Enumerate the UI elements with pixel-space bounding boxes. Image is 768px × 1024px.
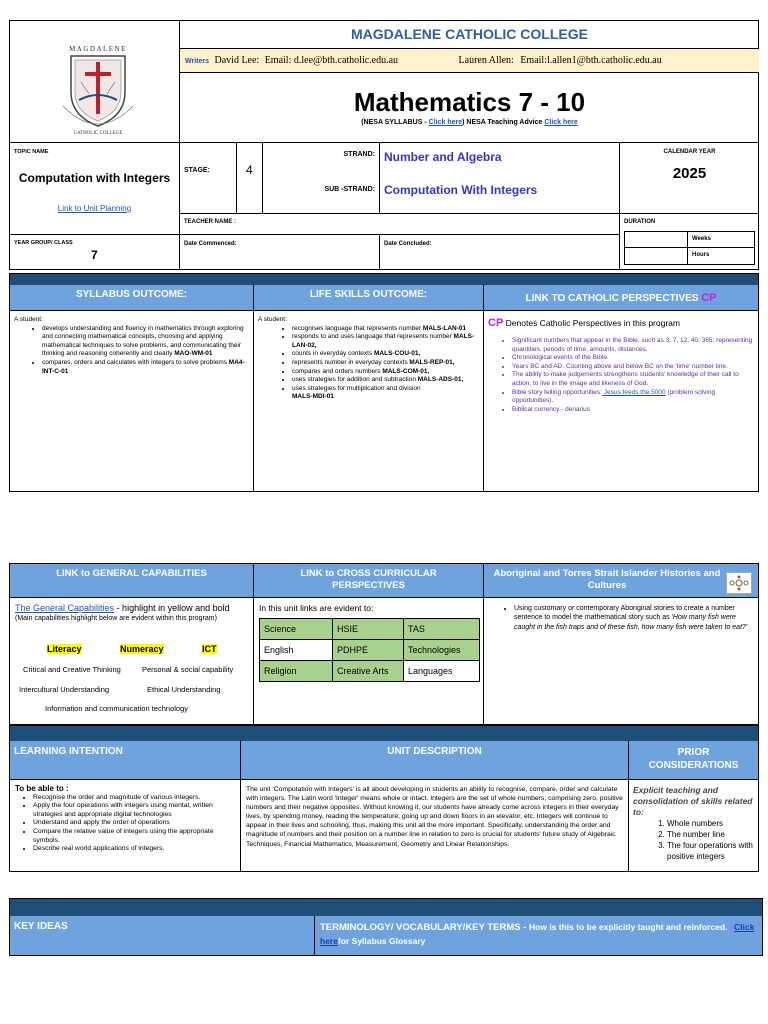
prior-considerations-title: PRIOR CONSIDERATIONS: [648, 747, 739, 771]
syllabus-item-text: develops understanding and fluency in mathematics through exploring and connecting mathematical concepts, choosing and applying mathematical techniques to solve problems, and communicating their thinking and reasoning coherently and clearly: [42, 324, 244, 358]
life-item-code: MALS-COU-01,: [374, 350, 421, 358]
pc-list: [633, 818, 756, 862]
li-item: • Recognise the order and magnitude of various integers.: [33, 794, 236, 803]
cp-item-bible: [512, 389, 754, 406]
cc-creative-arts: Creative Arts: [333, 661, 404, 682]
writer2-email: Email:l.allen1@bth.catholic.edu.au: [520, 55, 662, 66]
li-item: • Apply the four operations with integers using mental, written strategies and appropriate digital technologies: [33, 802, 236, 819]
cp-denotes-line: [488, 317, 754, 329]
life-item: [292, 385, 479, 402]
duration-label: DURATION: [624, 219, 656, 225]
weeks-value-box[interactable]: [624, 231, 688, 248]
syllabus-list: [14, 325, 249, 377]
cp-denotes: Denotes Catholic Perspectives in this program: [505, 318, 680, 328]
aboriginal-title: Aboriginal and Torres Strait Islander Histories and Cultures: [493, 568, 721, 591]
college-name: MAGDALENE CATHOLIC COLLEGE: [351, 26, 588, 42]
hours-label: Hours: [692, 252, 710, 258]
concluded-label: Date Concluded:: [384, 241, 432, 247]
aboriginal-text: Using customary or contemporary Aboriginal stories to create a number sentence to model the mathematical story such as: [514, 605, 735, 622]
cp-item: • The ability to make judgements strengthens students' knowledge of their call to action, to live in the image and likeness of God.: [512, 371, 754, 388]
syllabus-item-code: MAO-WM-01: [174, 350, 213, 358]
teacher-cell: [180, 214, 620, 235]
cc-row: [260, 619, 480, 640]
jesus-feeds-link[interactable]: Jesus feeds the 5000: [601, 388, 666, 396]
syllabus-intro: A student:: [14, 316, 43, 323]
unit-planning-link[interactable]: Link to Unit Planning: [57, 204, 132, 213]
life-item-text: recognises language that represents number: [292, 324, 423, 332]
cc-row: [260, 640, 480, 661]
svg-text:CATHOLIC COLLEGE: CATHOLIC COLLEGE: [73, 131, 123, 136]
nesa-syllabus-link[interactable]: Click here: [428, 119, 463, 126]
life-item-text: responds to and uses language that represents number: [292, 333, 454, 341]
aboriginal-body: [484, 598, 758, 724]
cp-item: • Biblical currency - denarius: [512, 406, 754, 415]
syllabus-item: [42, 359, 249, 376]
college-name-row: [180, 20, 759, 49]
life-item-code: MALS-ADS-01,: [417, 376, 464, 384]
ict-full-tag: Information and communication technology: [45, 704, 188, 713]
catholic-perspectives-body: [484, 311, 758, 491]
cross-curricular-body: [254, 598, 484, 724]
nesa-prefix: (NESA SYLLABUS -: [361, 119, 429, 126]
cp-item: • Chronological events of the Bible.: [512, 354, 754, 363]
literacy-tag: Literacy: [47, 644, 82, 654]
life-intro: A student:: [258, 316, 287, 323]
life-skills-title: LIFE SKILLS OUTCOME:: [309, 289, 428, 300]
gc-heading-rest: - highlight in yellow and bold: [114, 603, 230, 613]
unit-description-header: [241, 741, 629, 780]
life-item-text: represents number in everyday contexts: [292, 358, 410, 366]
life-item-code: MALS-MDI-01: [292, 393, 334, 401]
life-skills-body: [254, 311, 484, 491]
nesa-teaching-link[interactable]: Click here: [544, 119, 578, 126]
cross-curricular-header: [254, 564, 484, 598]
catholic-perspectives-header: [484, 285, 758, 311]
general-capabilities-link[interactable]: The General Capabilities: [15, 603, 115, 613]
cp-item: • Years BC and AD. Counting above and below BC on the 'time' number line.: [512, 363, 754, 372]
topic-cell: [9, 143, 180, 235]
life-item-code: MALS-LAN-01: [422, 324, 467, 332]
syllabus-item: [42, 325, 249, 359]
general-capabilities-header: [10, 564, 254, 598]
stage-label-cell: [180, 143, 237, 214]
prior-considerations-body: [629, 780, 758, 871]
life-item-text: uses strategies for addition and subtraction: [292, 376, 418, 384]
aboriginal-list: [488, 604, 752, 632]
unit-description-body: [241, 780, 629, 871]
concluded-cell: [380, 235, 620, 270]
life-item-text: compares and orders numbers: [292, 367, 383, 375]
life-item-code: MALS-LAN-02,: [292, 333, 475, 349]
terminology-header: [315, 916, 762, 955]
writer1-email: Email: d.lee@bth.catholic.edu.au: [264, 55, 399, 66]
substrand-label: SUB -STRAND:: [324, 186, 375, 193]
life-item: [292, 325, 479, 334]
duration-cell: [620, 214, 759, 270]
gc-note: (Main capabilities highlight below are evident within this program): [15, 615, 217, 622]
life-item-text: uses strategies for multiplication and division: [292, 384, 421, 392]
personal-social-tag: Personal & social capability: [142, 665, 234, 674]
life-item: [292, 376, 479, 385]
life-item-code: MALS-REP-01,: [409, 358, 455, 366]
stage-value: 4: [246, 163, 253, 177]
pc-intro: Explicit teaching and consolidation of skills related to:: [633, 785, 753, 817]
teacher-label: TEACHER NAME :: [184, 219, 236, 225]
cross-curricular-title: LINK to CROSS CURRICULAR PERSPECTIVES: [300, 568, 437, 591]
year-cell: [9, 235, 180, 270]
intercultural-tag: Intercultural Understanding: [19, 685, 110, 694]
cp-bible-suffix: (problem solving opportunities).: [512, 388, 716, 405]
aboriginal-symbol-icon: [726, 572, 752, 594]
outcomes-top-bar: [10, 274, 758, 285]
cc-science: Science: [260, 619, 333, 640]
cc-technologies: Technologies: [404, 640, 480, 661]
title-row: [180, 73, 759, 143]
terminology-title: TERMINOLOGY/ VOCABULARY/KEY TERMS -: [320, 922, 530, 933]
commenced-label: Date Commenced:: [184, 241, 237, 247]
li-item: • Understand and apply the order of operations: [33, 819, 236, 828]
numeracy-tag: Numeracy: [120, 644, 164, 654]
learning-intention-header: [10, 741, 241, 780]
topic-label: TOPIC NAME: [14, 149, 49, 155]
cp-item: • Significant numbers that appear in the Bible, such as 3, 7, 12, 40, 365; representing quantities, periods of time, amounts, distances.: [512, 337, 754, 354]
life-list: [258, 325, 479, 402]
cc-hsie: HSIE: [333, 619, 404, 640]
hours-value-box[interactable]: [624, 248, 688, 265]
learning-intention-body: [10, 780, 241, 871]
cross-curricular-table: [259, 618, 480, 682]
syllabus-outcome-header: [10, 285, 254, 311]
logo-cell: [9, 20, 180, 143]
unit-description-text: The unit 'Computation with Integers' is all about developing in students an ability to recognise, compare, order and calculate with integers. The Latin word 'Integer' means whole or intact. Integers are the set of whole numbers, comprising zero, positive numbers and their negative opposites. Without knowing it, our students have already come across integers in their everyday lives, by spending money, reading the temperature, going up and down floors in an elevator, etc. Integers will continue to appear in their lives and schooling, thus, making this unit all the more important. Specifically, understanding the order and magnitude of numbers and their position on a number line in relation to zero is crucial for students' future study of Algebraic Techniques, Financial Mathematics, Measurement, Geometry and Linear Relationships.: [246, 786, 623, 848]
key-ideas-title: KEY IDEAS: [14, 921, 68, 932]
ict-tag: ICT: [202, 644, 217, 654]
catholic-perspectives-title: LINK TO CATHOLIC PERSPECTIVES: [525, 293, 699, 304]
life-skills-header: [254, 285, 484, 311]
cc-pdhpe: PDHPE: [333, 640, 404, 661]
life-item: [292, 333, 479, 350]
syllabus-item-text: compares, orders and calculates with integers to solve problems: [42, 358, 229, 366]
commenced-cell: [180, 235, 380, 270]
pc-item: 3. The four operations with positive integers: [667, 840, 756, 862]
aboriginal-quote: 'How many fish were caught in the fish traps and of these fish, how many fish were taken to eat?': [514, 614, 748, 631]
glossary-link[interactable]: Click here: [320, 922, 755, 946]
strand-value-cell: [380, 143, 620, 214]
aboriginal-item: [514, 604, 752, 632]
key-ideas-header: [10, 916, 315, 955]
unit-description-title: UNIT DESCRIPTION: [387, 746, 482, 757]
strand-value: Number and Algebra: [384, 150, 502, 164]
learning-intention-title: LEARNING INTENTION: [14, 746, 123, 757]
year-value: 7: [91, 248, 98, 262]
prior-considerations-header: [629, 741, 758, 780]
hours-label-box: [688, 248, 755, 265]
strand-label: STRAND:: [343, 151, 375, 158]
terminology-subtitle: How is this to be explicitly taught and reinforced.: [529, 922, 728, 932]
li-list: [15, 794, 236, 854]
college-crest-logo: [53, 42, 143, 138]
ethical-tag: Ethical Understanding: [147, 685, 221, 694]
nesa-mid: ) NESA Teaching Advice: [462, 119, 545, 126]
glossary-suffix: for Syllabus Glossary: [337, 935, 426, 946]
aboriginal-header: [484, 564, 758, 598]
page-title: Mathematics 7 - 10: [353, 87, 586, 117]
year-label: YEAR GROUP/ CLASS: [14, 240, 73, 246]
calendar-label: CALENDAR YEAR: [663, 149, 716, 155]
syllabus-outcome-body: [10, 311, 254, 491]
writers-row: [180, 49, 759, 73]
topic-value: Computation with Integers: [18, 171, 171, 185]
cc-english: English: [260, 640, 333, 661]
writer2-name: Lauren Allen:: [458, 55, 514, 66]
life-item: [292, 368, 479, 377]
substrand-value: Computation With Integers: [384, 183, 538, 197]
li-item: • Compare the relative value of integers using the appropriate symbols.: [33, 828, 236, 845]
weeks-label-box: [688, 231, 755, 248]
writer1-name: David Lee:: [214, 55, 260, 66]
cp-list: [488, 337, 754, 414]
cc-row: [260, 661, 480, 682]
learning-top-bar: [10, 726, 758, 741]
calendar-cell: [620, 143, 759, 214]
cp-bible-prefix: Bible story telling opportunities:: [512, 388, 602, 396]
general-capabilities-body: [10, 598, 254, 724]
general-capabilities-title: LINK to GENERAL CAPABILITIES: [56, 568, 207, 579]
cp-mark: CP: [488, 317, 504, 329]
strand-label-cell: [263, 143, 380, 214]
life-item: [292, 350, 479, 359]
life-item-code: MALS-COM-01,: [382, 367, 430, 375]
key-ideas-top-bar: [10, 899, 762, 916]
svg-text:MAGDALENE: MAGDALENE: [69, 45, 127, 53]
cp-badge: CP: [701, 292, 717, 304]
life-item: [292, 359, 479, 368]
nesa-line: [180, 119, 759, 126]
stage-value-cell: [237, 143, 263, 214]
li-item: • Describe real world applications of integers.: [33, 845, 236, 854]
pc-item: 1. Whole numbers: [667, 818, 756, 829]
cc-tas: TAS: [404, 619, 480, 640]
stage-label: STAGE:: [184, 167, 210, 174]
weeks-label: Weeks: [692, 236, 711, 242]
li-intro: To be able to :: [15, 784, 69, 793]
cc-intro: In this unit links are evident to:: [259, 603, 374, 613]
gc-heading-line: [15, 603, 249, 613]
cc-languages: Languages: [404, 661, 480, 682]
syllabus-outcome-title: SYLLABUS OUTCOME:: [75, 289, 188, 300]
calendar-value: 2025: [672, 165, 707, 182]
writers-label: Writers: [185, 58, 209, 65]
pc-item: 2. The number line: [667, 829, 756, 840]
life-item-text: counts in everyday contexts: [292, 350, 375, 358]
critical-thinking-tag: Critical and Creative Thinking: [23, 665, 121, 674]
cc-religion: Religion: [260, 661, 333, 682]
syllabus-item-code: MA4-INT-C-01: [42, 358, 245, 375]
